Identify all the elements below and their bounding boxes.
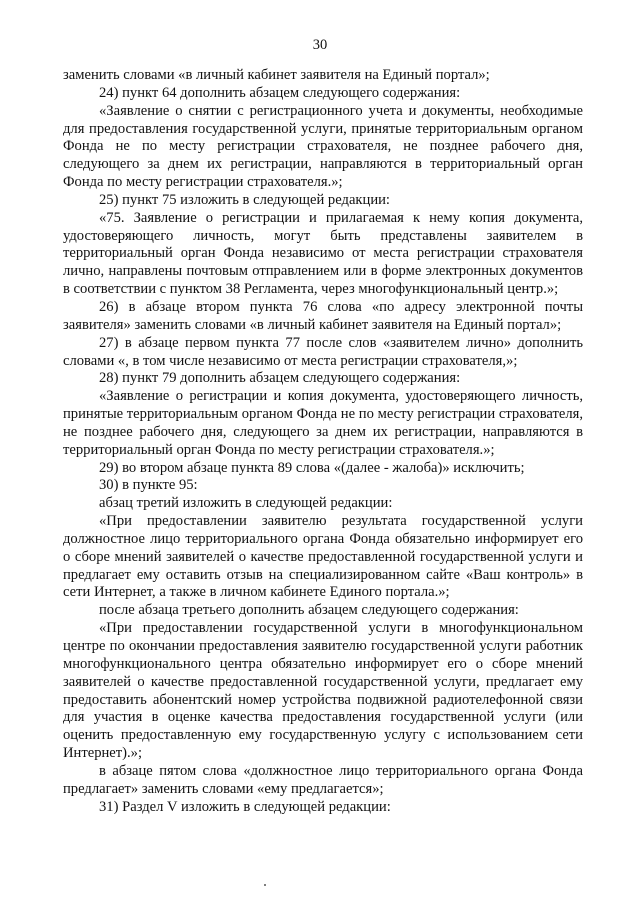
paragraph: «При предоставлении заявителю результата государственной услуги должностное лицо территориального органа Фонда обязательно информирует его о сборе мнений заявителей о качестве предоставленной государственной услуги и предлагает ему оставить отзыв на специализированном сайте «Ваш контроль» в сети Интернет, а также в личном кабинете Единого портала.»; [63, 513, 583, 601]
paragraph: заменить словами «в личный кабинет заявителя на Единый портал»; [63, 67, 490, 83]
scan-speck [264, 884, 266, 886]
paragraph: в абзаце пятом слова «должностное лицо территориального органа Фонда предлагает» заменить словами «ему предлагается»; [63, 762, 583, 797]
paragraph: 26) в абзаце втором пункта 76 слова «по адресу электронной почты заявителя» заменить словами «в личный кабинет заявителя на Единый портал»; [63, 298, 583, 333]
paragraph: «75. Заявление о регистрации и прилагаемая к нему копия документа, удостоверяющего личность, могут быть представлены заявителем в территориальный орган Фонда независимо от места регистрации страхователя лично, направлены почтовым отправлением или в форме электронных документов в соответствии с пунктом 38 Регламента, через многофункциональный центр.»; [63, 209, 583, 298]
paragraph: «Заявление о регистрации и копия документа, удостоверяющего личность, принятые территориальным органом Фонда не по месту регистрации страхователя, не позднее рабочего дня, следующего за днем их регистрации, направляются в территориальный орган Фонда по месту регистрации страхователя.»; [63, 388, 583, 458]
paragraph: 24) пункт 64 дополнить абзацем следующего содержания: [99, 84, 461, 101]
paragraph: 31) Раздел V изложить в следующей редакции: [99, 798, 391, 815]
paragraph: 29) во втором абзаце пункта 89 слова «(далее - жалоба)» исключить; [99, 459, 525, 476]
paragraph: 30) в пункте 95: [99, 477, 198, 494]
paragraph: «Заявление о снятии с регистрационного учета и документы, необходимые для предоставления государственной услуги, принятые территориальным органом Фонда не по месту регистрации страхователя, не позднее рабочего дня, следующего за днем их регистрации, направляются в территориальный орган Фонда по месту регистрации страхователя.»; [63, 102, 583, 191]
document-body [63, 67, 583, 816]
paragraph: 25) пункт 75 изложить в следующей редакции: [99, 191, 390, 208]
paragraph: 27) в абзаце первом пункта 77 после слов «заявителем лично» дополнить словами «, в том числе независимо от места регистрации страхователя,»; [63, 334, 583, 369]
paragraph: после абзаца третьего дополнить абзацем следующего содержания: [99, 602, 519, 619]
paragraph: абзац третий изложить в следующей редакции: [99, 495, 393, 512]
page-number: 30 [312, 37, 328, 53]
paragraph: «При предоставлении государственной услуги в многофункциональном центре по окончании предоставления заявителю государственной услуги работник многофункционального центра обязательно информирует его о сборе мнений заявителей о качестве предоставленной государственной услуги, предлагает ему предоставить абонентский номер устройства подвижной радиотелефонной связи для участия в оценке качества предоставления государственной услуги (или оценить предоставленную ему государственную услугу с использованием сети Интернет).»; [63, 620, 583, 762]
paragraph: 28) пункт 79 дополнить абзацем следующего содержания: [99, 370, 461, 387]
